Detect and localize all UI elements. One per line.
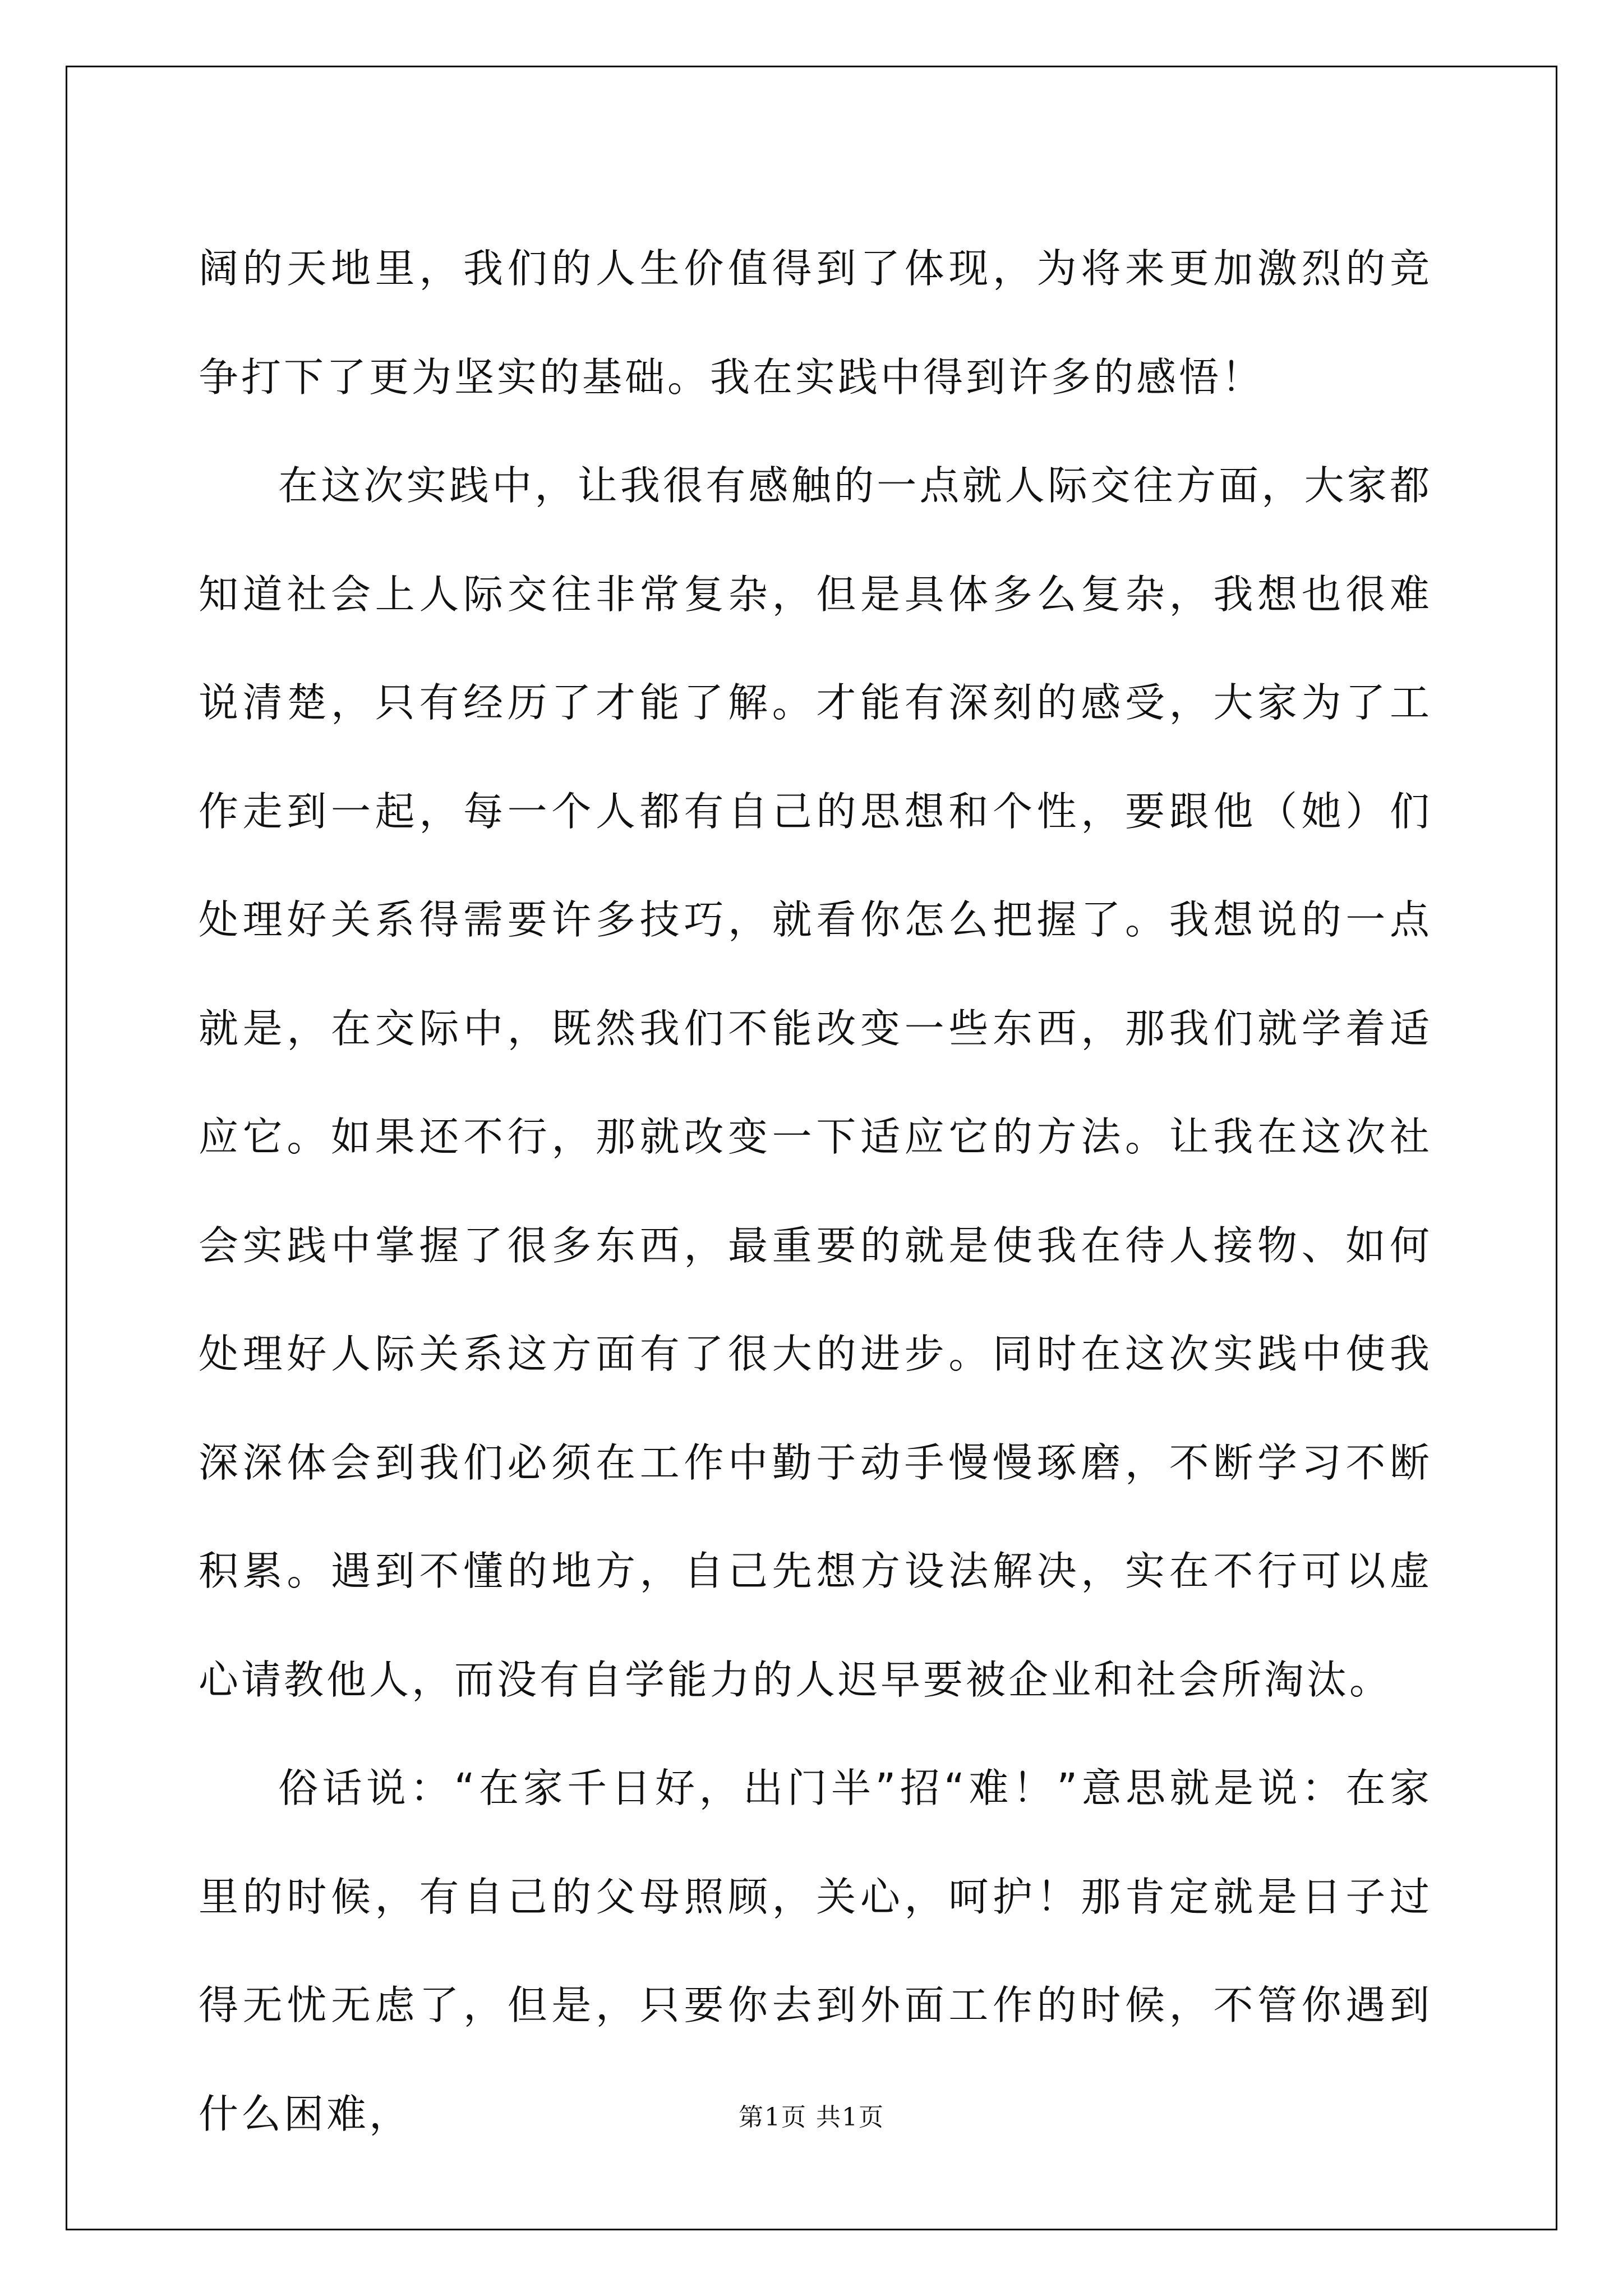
paragraph-1: 阔的天地里，我们的人生价值得到了体现，为将来更加激烈的竞争打下了更为坚实的基础。我在实践中得到许多的感悟！ [199,245,1432,401]
document-body [199,214,1432,2168]
page-footer: 第1页 共1页 [739,2103,884,2132]
paragraph-3: 俗话说：“在家千日好，出门半”招“难！”意思就是说：在家里的时候，有自己的父母照顾，关心，呵护！那肯定就是日子过得无忧无虑了，但是，只要你去到外面工作的时候，不管你遇到什么困难， [199,1765,1432,2137]
paragraph-2: 在这次实践中，让我很有感触的一点就人际交往方面，大家都知道社会上人际交往非常复杂，但是具体多么复杂，我想也很难说清楚，只有经历了才能了解。才能有深刻的感受，大家为了工作走到一起，每一个人都有自己的思想和个性，要跟他（她）们处理好关系得需要许多技巧，就看你怎么把握了。我想说的一点就是，在交际中，既然我们不能改变一些东西，那我们就学着适应它。如果还不行，那就改变一下适应它的方法。让我在这次社会实践中掌握了很多东西，最重要的就是使我在待人接物、如何处理好人际关系这方面有了很大的进步。同时在这次实践中使我深深体会到我们必须在工作中勤于动手慢慢琢磨，不断学习不断积累。遇到不懂的地方，自己先想方设法解决，实在不行可以虚心请教他人，而没有自学能力的人迟早要被企业和社会所淘汰。 [199,462,1432,1703]
